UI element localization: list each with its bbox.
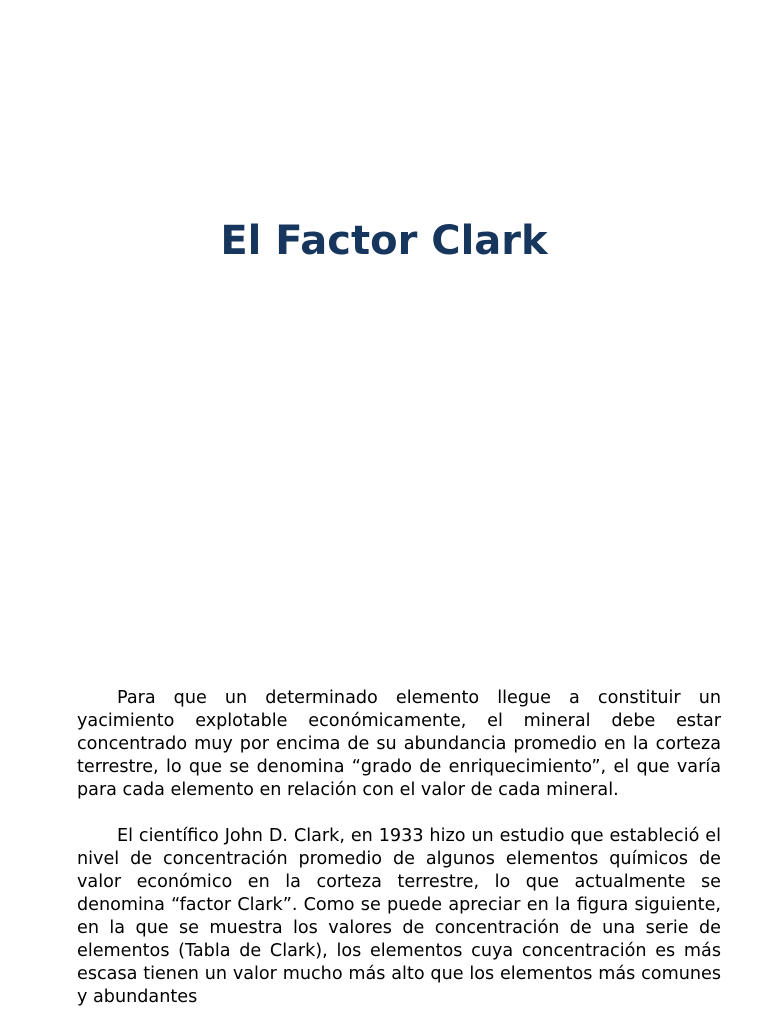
document-body [77, 687, 721, 1024]
document-title: El Factor Clark [220, 218, 548, 264]
paragraph-grado-enriquecimiento: Para que un determinado elemento llegue a constituir un yacimiento explotable económicamente, el mineral debe estar concentrado muy por encima de su abundancia promedio en la corteza terrestre, lo que se denomina “grado de enriquecimiento”, el que varía para cada elemento en relación con el valor de cada mineral. [77, 688, 721, 800]
paragraph-factor-clark: El científico John D. Clark, en 1933 hizo un estudio que estableció el nivel de concentración promedio de algunos elementos químicos de valor económico en la corteza terrestre, lo que actualmente se denomina “factor Clark”. Como se puede apreciar en la figura siguiente, en la que se muestra los valores de concentración de una serie de elementos (Tabla de Clark), los elementos cuya concentración es más escasa tienen un valor mucho más alto que los elementos más comunes y abundantes [77, 826, 721, 1007]
